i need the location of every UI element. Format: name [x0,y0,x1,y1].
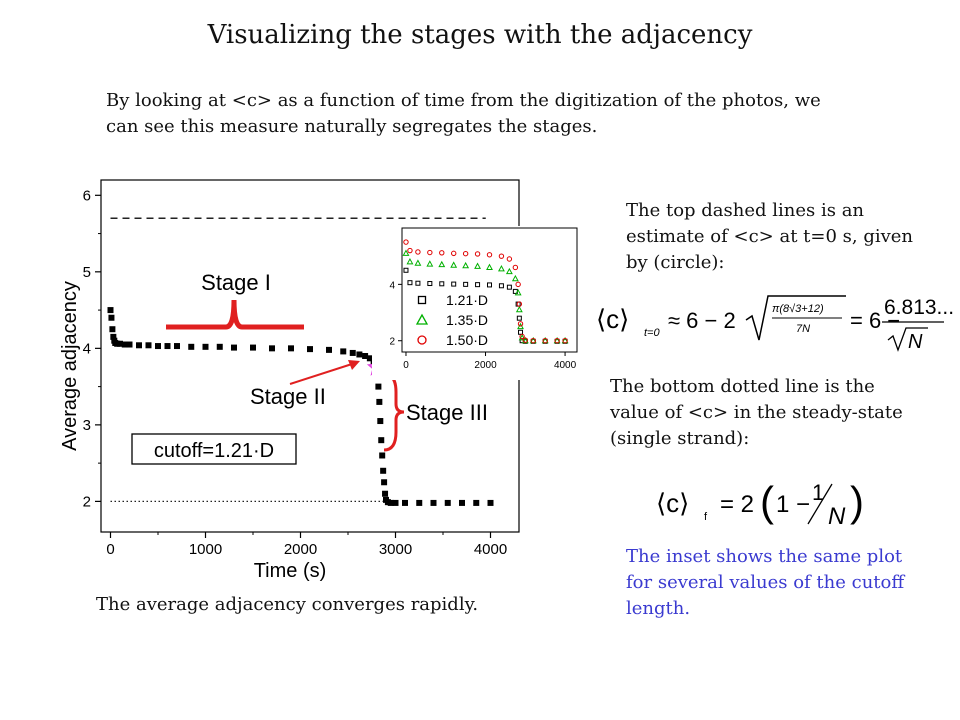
formula-num: 6.813... [884,296,955,319]
y-tick-label: 6 [82,187,91,205]
inset-x-tick-label: 0 [403,360,409,371]
data-point [381,479,387,485]
inset-y-tick-label: 2 [389,336,395,348]
data-point [375,384,381,390]
formula-f-eq: = 2 [720,491,755,518]
paren-right: ) [850,478,864,525]
data-point [431,500,437,506]
data-point [174,343,180,349]
formula-lhs: ⟨c⟩ [596,304,630,334]
data-point [473,500,479,506]
y-tick-label: 4 [82,340,91,358]
inset-x-tick-label: 4000 [553,360,577,371]
note-top-dashed: The top dashed lines is an estimate of <c> at t=0 s, given by (circle): [626,200,914,274]
data-point [488,500,494,506]
data-point [393,500,399,506]
formula-f-num: 1 [812,480,825,505]
formula-den: N [908,331,923,353]
formula-initial [596,290,955,353]
paren-left: ( [760,478,774,525]
frac-num: π(8√3+12) [772,303,824,315]
chart-caption: The average adjacency converges rapidly. [96,594,479,615]
data-point [165,343,171,349]
inset-legend-label: 1.50·D [446,332,489,348]
data-point [136,342,142,348]
data-point [382,491,388,497]
note-bottom-dotted: The bottom dotted line is the value of <c> in the steady-state (single strand): [610,376,903,450]
data-point [203,344,209,350]
note-inset: The inset shows the same plot for several values of the cutoff length. [626,546,905,620]
data-point [108,307,114,313]
data-point [350,350,356,356]
formula-steady [656,476,876,536]
y-tick-label: 3 [82,416,91,434]
data-point [380,468,386,474]
data-point [402,500,408,506]
inset-x-tick-label: 2000 [474,360,497,371]
data-point [376,399,382,405]
intro-text: By looking at <c> as a function of time from the digitization of the photos, we can see this measure naturally segregates the stages. [106,90,821,138]
data-point [378,437,384,443]
data-point [188,344,194,350]
data-point [340,348,346,354]
data-point [416,500,422,506]
x-tick-label: 2000 [283,541,318,558]
stage-ii-arrow-line [290,364,352,384]
inset-legend-label: 1.21·D [446,292,489,308]
data-point [326,347,332,353]
frac-den: 7N [796,323,811,335]
y-tick-label: 5 [82,263,91,281]
x-axis-label: Time (s) [253,560,327,582]
stage-i-brace [166,300,304,327]
formula-f-den: N [828,503,846,530]
data-point [250,345,256,351]
data-point [377,418,383,424]
data-point [155,343,161,349]
stage-iii-brace [384,374,404,450]
formula-mid: ≈ 6 − 2 [668,308,736,333]
stage-ii-label: Stage II [250,384,326,409]
formula-f-sub: f [704,511,708,523]
data-point [356,351,362,357]
formula-sub: t=0 [644,327,660,339]
data-point [307,346,313,352]
x-tick-label: 0 [106,541,115,558]
data-point [445,500,451,506]
data-point [146,342,152,348]
data-point [127,342,133,348]
formula-f-lhs: ⟨c⟩ [656,488,690,518]
formula-eq: = 6 − [850,308,901,333]
cutoff-label: cutoff=1.21·D [153,440,275,462]
x-tick-label: 3000 [378,541,413,558]
formula-f-one: 1 − [776,491,811,518]
inset-y-tick-label: 4 [389,280,395,292]
data-point [108,315,114,321]
data-point [379,452,385,458]
x-tick-label: 4000 [473,541,508,558]
data-point [109,326,115,332]
data-point [459,500,465,506]
data-point [269,345,275,351]
formula-initial-svg [596,290,955,353]
formula-steady-svg [656,476,876,536]
slide-title: Visualizing the stages with the adjacency [207,20,753,50]
data-point [217,344,223,350]
x-tick-label: 1000 [188,541,223,558]
data-point [231,345,237,351]
y-axis-label: Average adjacency [59,281,81,451]
stage-i-label: Stage I [201,270,271,295]
inset-legend-label: 1.35·D [446,312,489,328]
y-tick-label: 2 [82,493,91,511]
data-point [288,345,294,351]
stage-iii-label: Stage III [406,400,488,425]
